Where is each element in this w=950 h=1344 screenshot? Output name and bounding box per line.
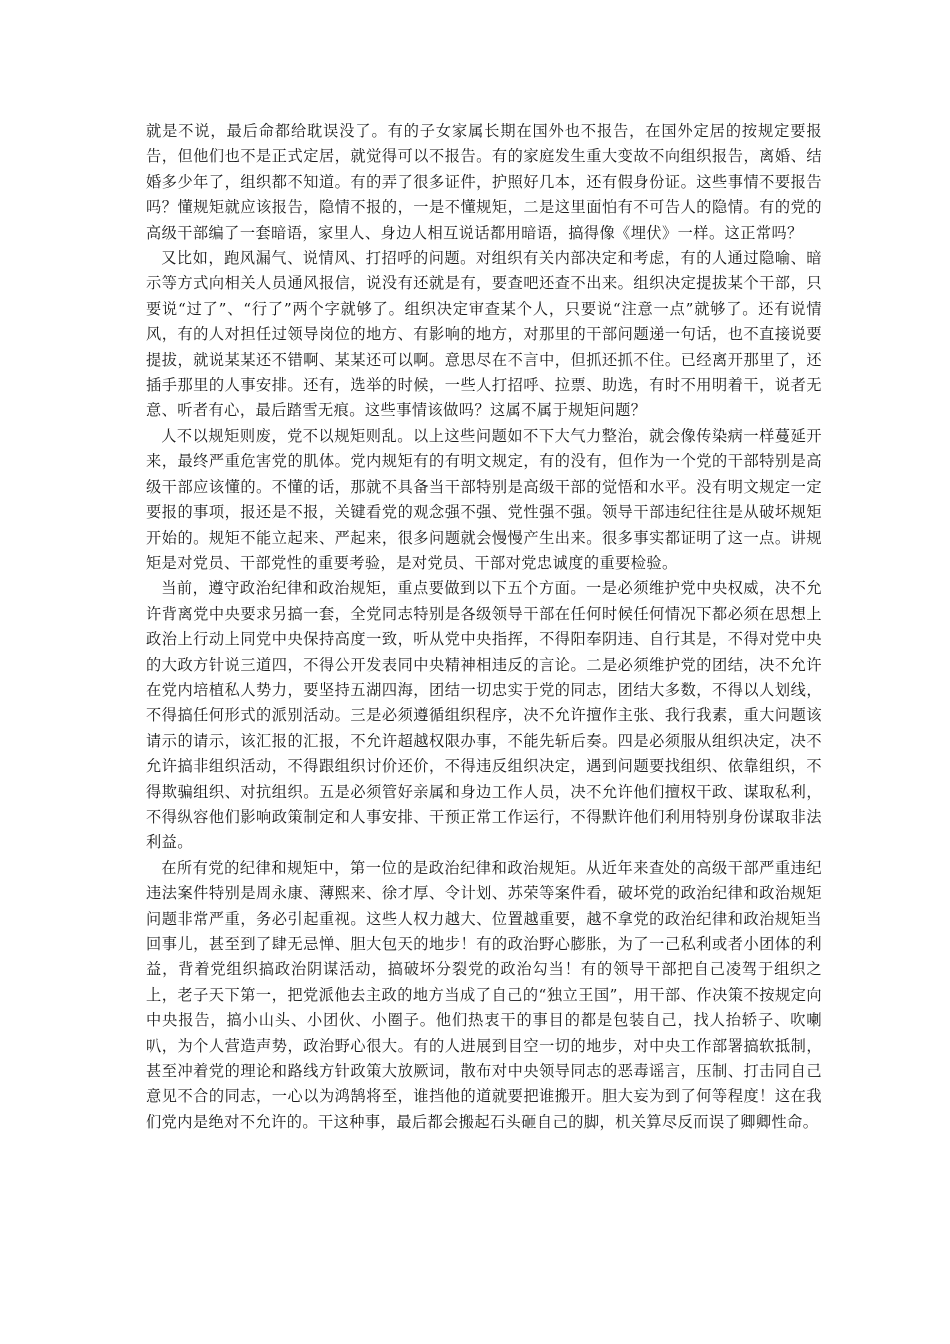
paragraph: 当前，遵守政治纪律和政治规矩，重点要做到以下五个方面。一是必须维护党中央权威，决不允许背离党中央要求另搞一套，全党同志特别是各级领导干部在任何时候任何情况下都必须在思想上政治上行动上同党中央保持高度一致，听从党中央指挥，不得阳奉阴违、自行其是，不得对党中央的大政方针说三道四，不得公开发表同中央精神相违反的言论。二是必须维护党的团结，决不允许在党内培植私人势力，要坚持五湖四海，团结一切忠实于党的同志，团结大多数，不得以人划线，不得搞任何形式的派别活动。三是必须遵循组织程序，决不允许擅作主张、我行我素，重大问题该请示的请示，该汇报的汇报，不允许超越权限办事，不能先斩后奏。四是必须服从组织决定，决不允许搞非组织活动，不得跟组织讨价还价，不得违反组织决定，遇到问题要找组织、依靠组织，不得欺骗组织、对抗组织。五是必须管好亲属和身边工作人员，决不允许他们擅权干政、谋取私利，不得纵容他们影响政策制定和人事安排、干预正常工作运行，不得默许他们利用特别身份谋取非法利益。 (146, 579, 822, 852)
paragraph: 在所有党的纪律和规矩中，第一位的是政治纪律和政治规矩。从近年来查处的高级干部严重违纪违法案件特别是周永康、薄熙来、徐才厚、令计划、苏荣等案件看，破坏党的政治纪律和政治规矩问题非常严重，务必引起重视。这些人权力越大、位置越重要，越不拿党的政治纪律和政治规矩当回事儿，甚至到了肆无忌惮、胆大包天的地步！有的政治野心膨胀，为了一己私利或者小团体的利益，背着党组织搞政治阴谋活动，搞破坏分裂党的政治勾当！有的领导干部把自己凌驾于组织之上，老子天下第一，把党派他去主政的地方当成了自己的“独立王国”，用干部、作决策不按规定向中央报告，搞小山头、小团伙、小圈子。他们热衷干的事目的都是包装自己，找人抬轿子、吹喇叭，为个人营造声势，政治野心很大。有的人进展到目空一切的地步，对中央工作部署搞软抵制，甚至冲着党的理论和路线方针政策大放厥词，散布对中央领导同志的恶毒谣言，压制、打击同自己意见不合的同志，一心以为鸿鹄将至，谁挡他的道就要把谁搬开。胆大妄为到了何等程度！这在我们党内是绝对不允许的。干这种事，最后都会搬起石头砸自己的脚，机关算尽反而误了卿卿性命。 (146, 858, 822, 1131)
document-body (146, 119, 822, 1135)
paragraph: 人不以规矩则废，党不以规矩则乱。以上这些问题如不下大气力整治，就会像传染病一样蔓延开来，最终严重危害党的肌体。党内规矩有的有明文规定，有的没有，但作为一个党的干部特别是高级干部应该懂的。不懂的话，那就不具备当干部特别是高级干部的觉悟和水平。没有明文规定一定要报的事项，报还是不报，关键看党的观念强不强、党性强不强。领导干部违纪往往是从破坏规矩开始的。规矩不能立起来、严起来，很多问题就会慢慢产生出来。很多事实都证明了这一点。讲规矩是对党员、干部党性的重要考验，是对党员、干部对党忠诚度的重要检验。 (146, 426, 822, 572)
paragraph-continued: 就是不说，最后命都给耽误没了。有的子女家属长期在国外也不报告，在国外定居的按规定要报告，但他们也不是正式定居，就觉得可以不报告。有的家庭发生重大变故不向组织报告，离婚、结婚多少年了，组织都不知道。有的弄了很多证件，护照好几本，还有假身份证。这些事情不要报告吗？懂规矩就应该报告，隐情不报的，一是不懂规矩，二是这里面怕有不可告人的隐情。有的党的高级干部编了一套暗语，家里人、身边人相互说话都用暗语，搞得像《埋伏》一样。这正常吗？ (146, 122, 822, 242)
paragraph: 又比如，跑风漏气、说情风、打招呼的问题。对组织有关内部决定和考虑，有的人通过隐喻、暗示等方式向相关人员通风报信，说没有还就是有，要查吧还查不出来。组织决定提拔某个干部，只要说“过了”、“行了”两个字就够了。组织决定审查某个人，只要说“注意一点”就够了。还有说情风，有的人对担任过领导岗位的地方、有影响的地方，对那里的干部问题递一句话，也不直接说要提拔，就说某某还不错啊、某某还可以啊。意思尽在不言中，但抓还抓不住。已经离开那里了，还插手那里的人事安排。还有，选举的时候，一些人打招呼、拉票、助选，有时不用明着干，说者无意、听者有心，最后踏雪无痕。这些事情该做吗？这属不属于规矩问题？ (146, 249, 822, 420)
